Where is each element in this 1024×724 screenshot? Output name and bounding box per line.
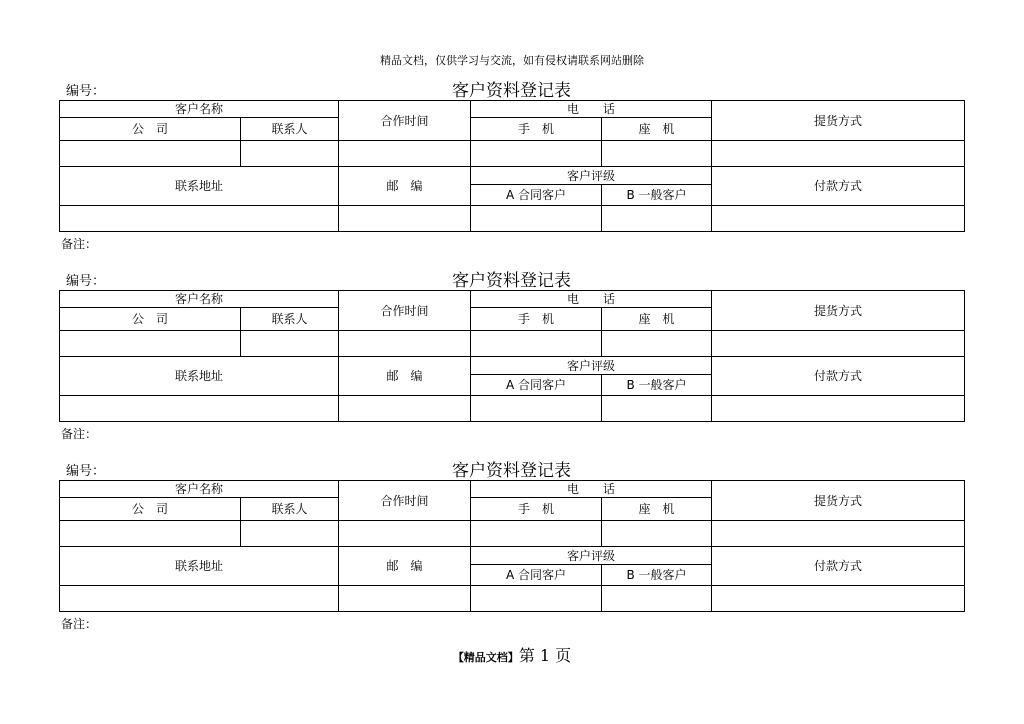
delivery-method-header: 提货方式 [712,481,965,521]
customer-rating-header: 客户评级 [471,357,712,375]
rating-b-option[interactable]: B 一般客户 [602,375,712,396]
phone-header: 电 话 [471,291,712,308]
phone-header: 电 话 [471,101,712,118]
payment-method-header: 付款方式 [712,167,965,206]
mobile-header: 手 机 [471,308,602,331]
delivery-method-cell[interactable] [712,331,965,357]
rating-a-option[interactable]: A 合同客户 [471,375,602,396]
rating-a-option[interactable]: A 合同客户 [471,185,602,206]
page-number: 第 1 页 [518,646,572,665]
cooperation-time-header: 合作时间 [339,291,471,331]
postcode-header: 邮 编 [339,547,471,586]
payment-method-cell[interactable] [712,206,965,232]
contact-address-header: 联系地址 [60,357,339,396]
company-cell[interactable] [60,521,241,547]
rating-a-cell[interactable] [471,206,602,232]
footer-tag: 【精品文档】 [452,651,519,664]
landline-cell[interactable] [602,521,712,547]
rating-a-option[interactable]: A 合同客户 [471,565,602,586]
delivery-method-cell[interactable] [712,521,965,547]
postcode-header: 邮 编 [339,357,471,396]
rating-b-cell[interactable] [602,396,712,422]
cooperation-time-cell[interactable] [339,521,471,547]
remark-label: 备注： [61,237,98,251]
registration-form-2 [59,270,964,460]
customer-name-header: 客户名称 [60,291,339,308]
cooperation-time-cell[interactable] [339,141,471,167]
form-title: 客户资料登记表 [452,271,571,291]
customer-rating-header: 客户评级 [471,547,712,565]
contact-person-header: 联系人 [241,118,339,141]
postcode-header: 邮 编 [339,167,471,206]
landline-header: 座 机 [602,308,712,331]
form-number-label: 编号： [66,464,106,479]
contact-address-header: 联系地址 [60,547,339,586]
contact-address-cell[interactable] [60,396,339,422]
landline-header: 座 机 [602,118,712,141]
contact-address-cell[interactable] [60,586,339,612]
payment-method-header: 付款方式 [712,357,965,396]
cooperation-time-cell[interactable] [339,331,471,357]
contact-person-cell[interactable] [241,521,339,547]
registration-form-3 [59,460,964,650]
rating-b-cell[interactable] [602,206,712,232]
rating-a-cell[interactable] [471,586,602,612]
mobile-header: 手 机 [471,118,602,141]
contact-person-header: 联系人 [241,498,339,521]
landline-cell[interactable] [602,331,712,357]
company-header: 公 司 [60,308,241,331]
phone-header: 电 话 [471,481,712,498]
cooperation-time-header: 合作时间 [339,101,471,141]
company-header: 公 司 [60,498,241,521]
header-note: 精品文档，仅供学习与交流，如有侵权请联系网站删除 [380,54,644,67]
cooperation-time-header: 合作时间 [339,481,471,521]
landline-header: 座 机 [602,498,712,521]
postcode-cell[interactable] [339,586,471,612]
contact-address-cell[interactable] [60,206,339,232]
postcode-cell[interactable] [339,206,471,232]
company-cell[interactable] [60,141,241,167]
landline-cell[interactable] [602,141,712,167]
payment-method-cell[interactable] [712,586,965,612]
payment-method-cell[interactable] [712,396,965,422]
customer-name-header: 客户名称 [60,101,339,118]
company-cell[interactable] [60,331,241,357]
rating-b-option[interactable]: B 一般客户 [602,565,712,586]
delivery-method-cell[interactable] [712,141,965,167]
remark-label: 备注： [61,427,98,441]
mobile-cell[interactable] [471,331,602,357]
mobile-cell[interactable] [471,521,602,547]
registration-table [59,100,965,232]
rating-b-option[interactable]: B 一般客户 [602,185,712,206]
customer-rating-header: 客户评级 [471,167,712,185]
contact-person-cell[interactable] [241,141,339,167]
rating-b-cell[interactable] [602,586,712,612]
postcode-cell[interactable] [339,396,471,422]
form-title: 客户资料登记表 [452,461,571,481]
mobile-header: 手 机 [471,498,602,521]
delivery-method-header: 提货方式 [712,101,965,141]
form-number-label: 编号： [66,274,106,289]
remark-label: 备注： [61,617,98,631]
mobile-cell[interactable] [471,141,602,167]
registration-table [59,290,965,422]
rating-a-cell[interactable] [471,396,602,422]
page-footer [0,643,1024,666]
delivery-method-header: 提货方式 [712,291,965,331]
registration-table [59,480,965,612]
contact-address-header: 联系地址 [60,167,339,206]
customer-name-header: 客户名称 [60,481,339,498]
form-number-label: 编号： [66,84,106,99]
contact-person-header: 联系人 [241,308,339,331]
company-header: 公 司 [60,118,241,141]
form-title: 客户资料登记表 [452,81,571,101]
contact-person-cell[interactable] [241,331,339,357]
registration-form-1 [59,80,964,270]
payment-method-header: 付款方式 [712,547,965,586]
